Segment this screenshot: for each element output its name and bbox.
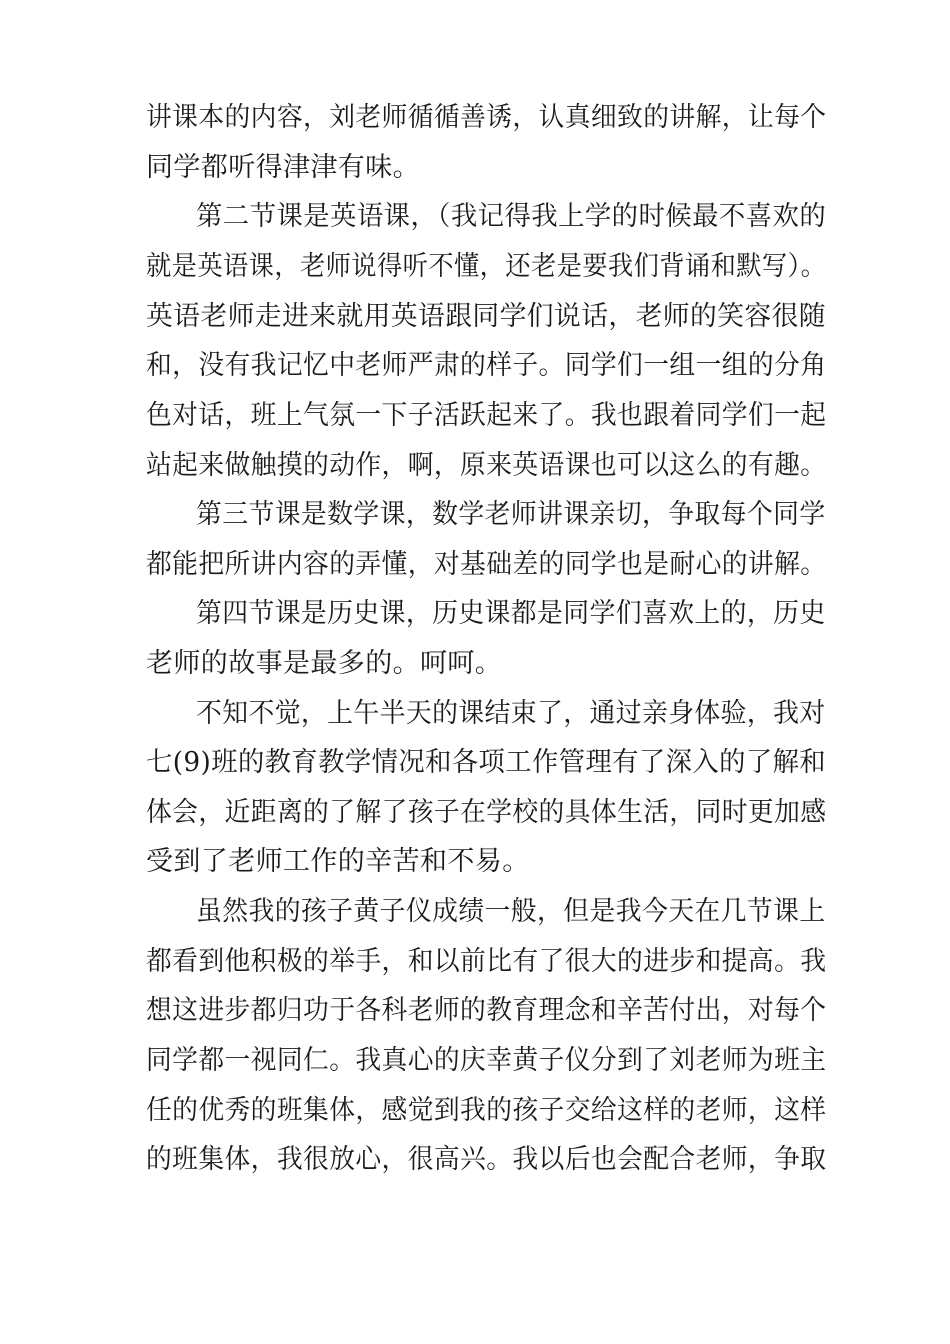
text-line: 体会，近距离的了解了孩子在学校的具体生活，同时更加感 [146, 797, 827, 828]
text-line: 任的优秀的班集体，感觉到我的孩子交给这样的老师，这样 [146, 1095, 827, 1126]
paragraph-start-line: 虽然我的孩子黄子仪成绩一般，但是我今天在几节课上 [196, 896, 826, 927]
text-line: 同学都一视同仁。我真心的庆幸黄子仪分到了刘老师为班主 [146, 1045, 827, 1076]
text-line: 英语老师走进来就用英语跟同学们说话，老师的笑容很随 [146, 301, 826, 332]
text-line: 同学都听得津津有味。 [146, 152, 420, 183]
text-line: 想这进步都归功于各科老师的教育理念和辛苦付出，对每个 [146, 995, 827, 1026]
paragraph-start-line: 第三节课是数学课，数学老师讲课亲切，争取每个同学 [196, 499, 826, 530]
text-line: 站起来做触摸的动作，啊，原来英语课也可以这么的有趣。 [146, 450, 827, 481]
text-line: 都看到他积极的举手，和以前比有了很大的进步和提高。我 [146, 946, 827, 977]
text-line: 的班集体，我很放心，很高兴。我以后也会配合老师，争取 [146, 1144, 827, 1175]
text-line: 都能把所讲内容的弄懂，对基础差的同学也是耐心的讲解。 [146, 549, 827, 580]
text-line: 受到了老师工作的辛苦和不易。 [146, 846, 530, 877]
paragraph-start-line: 第四节课是历史课，历史课都是同学们喜欢上的，历史 [196, 598, 826, 629]
text-line: 老师的故事是最多的。呵呵。 [146, 648, 503, 679]
paragraph-start-line: 不知不觉，上午半天的课结束了，通过亲身体验，我对 [196, 698, 826, 729]
text-line: 七(9)班的教育教学情况和各项工作管理有了深入的了解和 [146, 747, 827, 778]
text-line: 和，没有我记忆中老师严肃的样子。同学们一组一组的分角 [146, 350, 827, 381]
text-line: 色对话，班上气氛一下子活跃起来了。我也跟着同学们一起 [146, 400, 827, 431]
text-line: 就是英语课，老师说得听不懂，还老是要我们背诵和默写）。 [146, 251, 827, 282]
paragraph-start-line: 第二节课是英语课，（我记得我上学的时候最不喜欢的 [196, 201, 827, 232]
text-line: 讲课本的内容，刘老师循循善诱，认真细致的讲解，让每个 [146, 102, 827, 133]
